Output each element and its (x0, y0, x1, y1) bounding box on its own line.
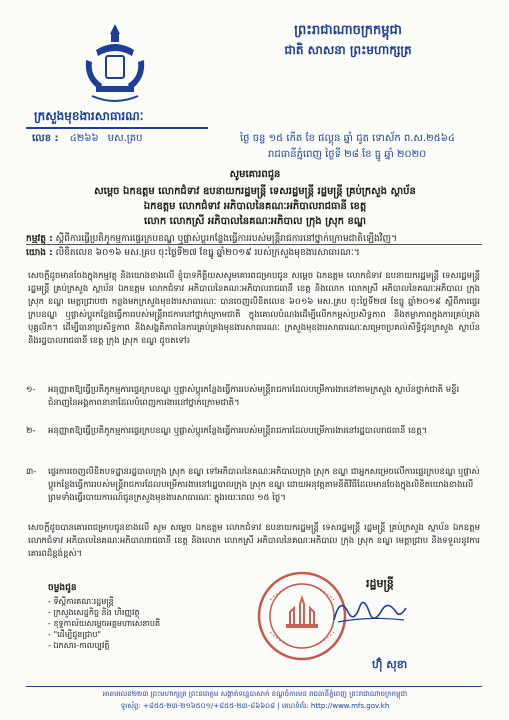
salutation: សូមគោរពជូន (229, 169, 281, 180)
minister-title: រដ្ឋមន្ត្រី (366, 577, 394, 590)
cc-item: - "ដើម្បីជូនជ្រាប" (48, 629, 160, 640)
royal-crest-icon (76, 20, 154, 106)
list-item-text: ផ្ទេរការចេញលិខិតបទដ្ឋានរដ្ឋបាលក្រុង ស្រុក ខណ្ឌ ទៅអភិបាលនៃគណៈអភិបាលក្រុង ស្រុក ខណ្ឌ ជាអ្នកសម្រេចលើការផ្ទេរក្របខណ្ឌ ឬផ្លាស់ប្ដូរកន្លែងធ្វើការរបស់មន្ត្រីរាជការដែលបម្រើការងារនៅរដ្ឋបាលក្រុង ស្រុក ខណ្ឌ ដោយអនុវត្តតាមនីតិវិធីដែលមានចែងក្នុងលិខិតយោងខាងលើ ព្រមទាំងធ្វើរបាយការណ៍ជូនក្រសួងមុខងារសាធារណៈ ក្នុងរយៈពេល ១៥ ថ្ងៃ។ (48, 467, 480, 503)
lunar-date: ថ្ងៃ ចន្ទ ១៥ កើត ខែ ផល្គុន ឆ្នាំ ជូត ទោស័ក ព.ស.២៥៦៤ (240, 133, 455, 144)
cc-item: - ខុទ្ទកាល័យសម្ដេចអគ្គមហាសេនាបតី (48, 618, 160, 629)
list-item-text: អនុញ្ញាតឱ្យធ្វើប្រតិភូកម្មការផ្ទេរក្របខណ្ឌ ឬផ្លាស់ប្ដូរកន្លែងធ្វើការរបស់មន្ត្រីរាជការដែលបម្រើការងារនៅតាមក្រសួង ស្ថាប័នថ្នាក់ជាតិ មន្ទីរជំនាញនៃអង្គភាពនានាដែលបំពេញការងារនៅថ្នាក់ក្រោមជាតិ។ (48, 385, 460, 408)
subject-text: ស្ដីពីការធ្វើប្រតិភូកម្មការផ្ទេរក្របខណ្ឌ ឬផ្លាស់ប្ដូរកន្លែងធ្វើការរបស់មន្ត្រីរាជការនៅថ្នាក់ក្រោមជាតិឡើងវិញ។ (55, 234, 398, 244)
list-item-text: អនុញ្ញាតឱ្យធ្វើប្រតិភូកម្មការផ្ទេរក្របខណ្ឌ ឬផ្លាស់ប្ដូរកន្លែងធ្វើការរបស់មន្ត្រីរាជការដែលបម្រើការងារនៅរដ្ឋបាលរាជធានី ខេត្ត។ (48, 426, 428, 436)
list-item (26, 425, 480, 438)
body-paragraph-1: សេចក្ដីដូចមានចែងក្នុងកម្មវត្ថុ និងយោងខាងលើ ខ្ញុំបាទកិត្តិយសសូមគោរពជម្រាបជូន សម្ដេច ឯកឧត្ដម លោកជំទាវ ឧបនាយករដ្ឋមន្ត្រី ទេសរដ្ឋមន្ត្រី រដ្ឋមន្ត្រី គ្រប់ក្រសួង ស្ថាប័ន ឯកឧត្ដម លោកជំទាវ អភិបាលនៃគណៈអភិបាលរាជធានី ខេត្ត និងលោក លោកស្រី អភិបាលនៃគណៈអភិបាល ក្រុង ស្រុក ខណ្ឌ មេត្តាជ្រាបថា កន្លងមកក្រសួងមុខងារសាធារណៈ បានចេញលិខិតលេខ ៦០១៦ មស.គ្រប ចុះថ្ងៃទី២៧ ខែធ្នូ ឆ្នាំ២០១៩ ស្ដីពីការផ្ទេរក្របខណ្ឌ ឬផ្លាស់ប្ដូរកន្លែងធ្វើការរបស់មន្ត្រីរាជការនៅថ្នាក់ក្រោមជាតិ ក្នុងគោលបំណងដើម្បីលើកកម្ពស់ប្រសិទ្ធភាព និងតម្លាភាពក្នុងការគ្រប់គ្រងបុគ្គលិក។ ដើម្បីធានាប្រសិទ្ធភាព និងសង្គតិភាពនៃការគ្រប់គ្រងមុខងារសាធារណៈ ក្រសួងមុខងារសាធារណៈសម្រេចប្រគល់សិទ្ធិជូនក្រសួង ស្ថាប័ន និងរដ្ឋបាលរាជធានី ខេត្ត ក្រុង ស្រុក ខណ្ឌ ដូចតទៅ៖ (28, 271, 480, 346)
signer-name: ហ៊ុំ សុខា (372, 658, 408, 671)
kingdom-heading: ព្រះរាជាណាចក្រកម្ពុជា (294, 23, 402, 38)
reference-line-text: លិខិតលេខ ៦០១៦ មស.គ្រប ចុះថ្ងៃទី២៧ ខែធ្នូ ឆ្នាំ២០១៩ របស់ក្រសួងមុខងារសាធារណៈ។ (55, 248, 360, 258)
cc-item: - ទីស្ដីការគណៈរដ្ឋមន្ត្រី (48, 596, 160, 607)
list-item (26, 384, 480, 410)
list-item (26, 466, 480, 505)
cc-item: - ក្រសួងសេដ្ឋកិច្ច និង ហិរញ្ញវត្ថុ (48, 607, 160, 618)
reference-label: លេខ : (32, 133, 59, 144)
solar-date: រាជធានីភ្នំពេញ ថ្ងៃទី ២៨ ខែ ធ្នូ ឆ្នាំ ២០២០ (268, 149, 427, 160)
reference-line (26, 246, 486, 260)
reference-number (32, 131, 142, 146)
cc-title: ចម្លងជូន (48, 583, 77, 593)
cc-item: - ឯកសារ-កាលប្បវត្តិ (48, 640, 160, 651)
reference-suffix: មស.គ្រប (107, 133, 143, 144)
reference-value: ៤២៦៦ (69, 133, 99, 144)
footer-contact: ទូរស័ព្ទ: +៨៥៥-២៣-២១៦៥០១/+៨៥៥-២៣-៨៦៦០៨ | គេហទំព័រ: http://www.mfs.gov.kh (120, 702, 390, 710)
footer-divider (26, 686, 482, 687)
body-paragraph-2: សេចក្ដីដូចបានគោរពជម្រាបជូនខាងលើ សូម សម្ដេច ឯកឧត្ដម លោកជំទាវ ឧបនាយករដ្ឋមន្ត្រី ទេសរដ្ឋមន្ត្រី រដ្ឋមន្ត្រី គ្រប់ក្រសួង ស្ថាប័ន ឯកឧត្ដម លោកជំទាវ អភិបាលនៃគណៈអភិបាលរាជធានី ខេត្ត និងលោក លោកស្រី អភិបាលនៃគណៈអភិបាល ក្រុង ស្រុក ខណ្ឌ មេត្តាជ្រាប និងទទួលនូវការគោរពដ៏ខ្ពង់ខ្ពស់។ (28, 523, 480, 559)
recipient-line-2: ឯកឧត្ដម លោកជំទាវ អភិបាលនៃគណៈអភិបាលរាជធានី ខេត្ត (143, 201, 367, 212)
recipient-line-1: សម្ដេច ឯកឧត្ដម លោកជំទាវ ឧបនាយករដ្ឋមន្ត្រី ទេសរដ្ឋមន្ត្រី រដ្ឋមន្ត្រី គ្រប់ក្រសួង ស្ថាប័ន (94, 186, 416, 197)
list-item-number: ១- (26, 385, 36, 395)
header-divider (26, 127, 208, 129)
handwritten-signature-icon (330, 590, 410, 630)
recipient-line-3: លោក លោកស្រី អភិបាលនៃគណៈអភិបាល ក្រុង ស្រុក ខណ្ឌ (143, 216, 367, 227)
ministry-name: ក្រសួងមុខងារសាធារណៈ (34, 109, 144, 123)
list-item-number: ៣- (26, 467, 37, 477)
subject-divider (26, 244, 482, 245)
subject-label: កម្មវត្ថុ : (26, 234, 53, 244)
list-item-number: ២- (26, 426, 36, 436)
cc-list (48, 596, 160, 651)
footer-address: អាគារលេខ២២៣ ព្រះមហាក្សត្រ ព្រះនរោត្តម សង្កាត់ទន្លេបាសាក់ ខណ្ឌចំការមន រាជធានីភ្នំពេញ ព្រះរាជាណាចក្រកម្ពុជា (102, 690, 408, 698)
national-motto: ជាតិ សាសនា ព្រះមហាក្សត្រ (284, 43, 412, 57)
reference-line-label: យោង : (26, 248, 53, 258)
